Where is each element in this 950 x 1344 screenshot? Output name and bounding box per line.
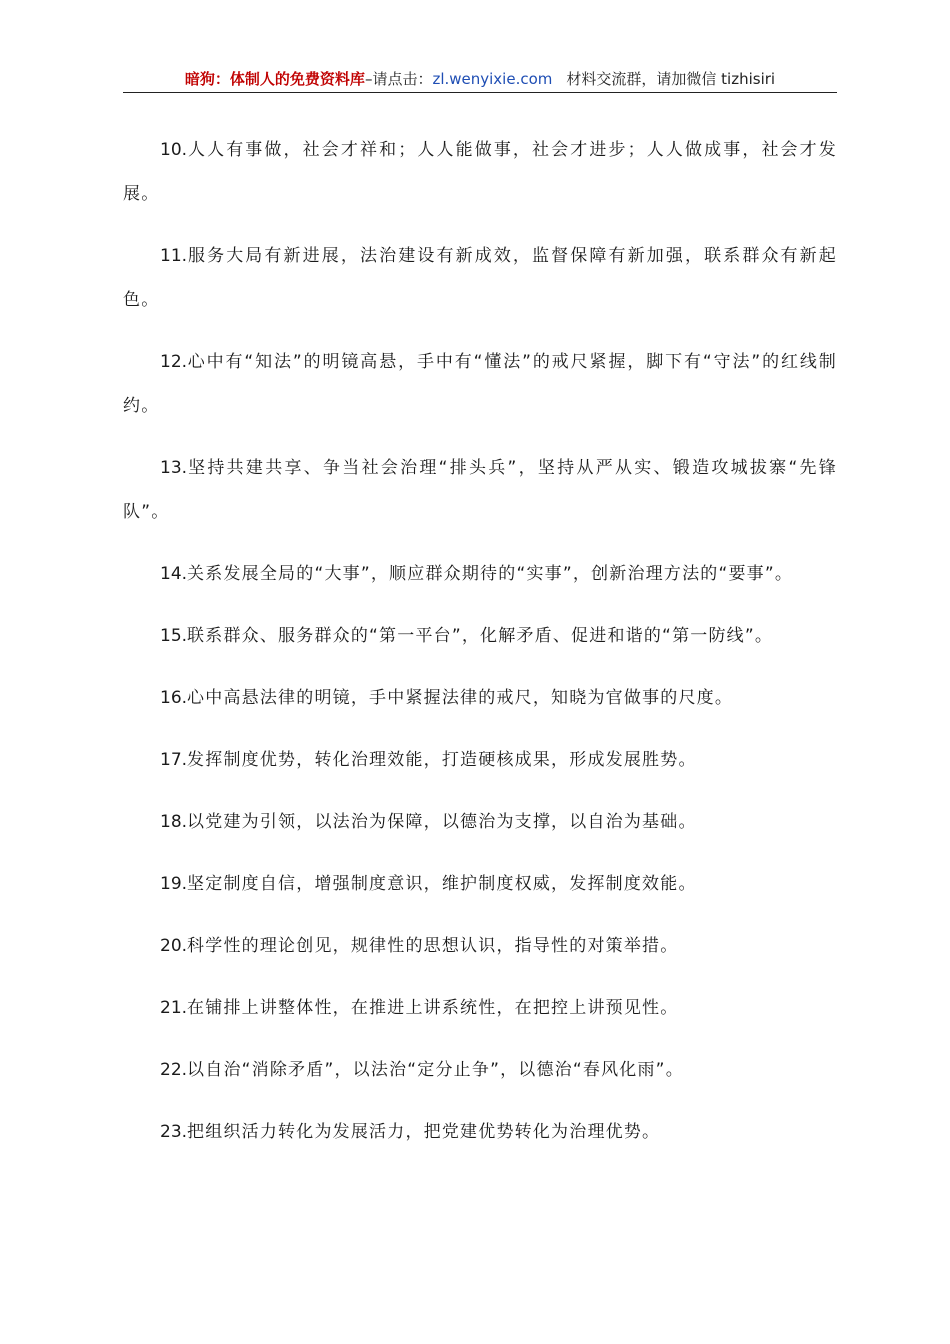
header-brand: 暗狗：体制人的免费资料库 — [184, 70, 365, 88]
list-item — [123, 234, 837, 322]
list-item — [123, 676, 837, 720]
item-number: 20. — [160, 936, 188, 956]
item-number: 23. — [160, 1122, 188, 1142]
list-item — [123, 986, 837, 1030]
item-text: 科学性的理论创见，规律性的思想认识，指导性的对策举措。 — [187, 936, 679, 956]
item-text: 关系发展全局的“大事”，顺应群众期待的“实事”，创新治理方法的“要事”。 — [187, 564, 794, 584]
list-item — [123, 1048, 837, 1092]
item-text: 坚定制度自信，增强制度意识，维护制度权威，发挥制度效能。 — [187, 874, 697, 894]
item-number: 19. — [160, 874, 188, 894]
item-text: 人人有事做，社会才祥和；人人能做事，社会才进步；人人做成事，社会才发展。 — [123, 140, 837, 204]
item-text: 联系群众、服务群众的“第一平台”，化解矛盾、促进和谐的“第一防线”。 — [187, 626, 774, 646]
list-item — [123, 1110, 837, 1154]
item-number: 13. — [160, 458, 188, 478]
item-text: 服务大局有新进展，法治建设有新成效，监督保障有新加强，联系群众有新起色。 — [123, 246, 837, 310]
item-text: 坚持共建共享、争当社会治理“排头兵”，坚持从严从实、锻造攻城拔寨“先锋队”。 — [123, 458, 837, 522]
header-contact: 材料交流群，请加微信 tizhisiri — [566, 70, 776, 88]
list-item — [123, 614, 837, 658]
item-number: 16. — [160, 688, 188, 708]
item-text: 心中高悬法律的明镜，手中紧握法律的戒尺，知晓为官做事的尺度。 — [187, 688, 734, 708]
item-text: 发挥制度优势，转化治理效能，打造硬核成果，形成发展胜势。 — [187, 750, 697, 770]
list-item — [123, 738, 837, 782]
item-number: 12. — [160, 352, 188, 372]
header-prompt: –请点击： — [364, 70, 433, 88]
list-item — [123, 800, 837, 844]
list-item — [123, 340, 837, 428]
item-number: 15. — [160, 626, 188, 646]
item-number: 18. — [160, 812, 188, 832]
item-text: 在铺排上讲整体性，在推进上讲系统性，在把控上讲预见性。 — [187, 998, 679, 1018]
page-header — [123, 66, 837, 93]
list-item — [123, 924, 837, 968]
item-number: 17. — [160, 750, 188, 770]
item-text: 把组织活力转化为发展活力，把党建优势转化为治理优势。 — [187, 1122, 661, 1142]
list-item — [123, 552, 837, 596]
item-text: 以自治“消除矛盾”，以法治“定分止争”，以德治“春风化雨”。 — [187, 1060, 684, 1080]
item-number: 11. — [160, 246, 188, 266]
item-number: 22. — [160, 1060, 188, 1080]
document-body — [123, 128, 837, 1172]
item-number: 10. — [160, 140, 188, 160]
item-number: 21. — [160, 998, 188, 1018]
header-link[interactable]: zl.wenyixie.com — [432, 70, 553, 88]
item-text: 心中有“知法”的明镜高悬，手中有“懂法”的戒尺紧握，脚下有“守法”的红线制约。 — [123, 352, 837, 416]
list-item — [123, 862, 837, 906]
list-item — [123, 446, 837, 534]
item-number: 14. — [160, 564, 188, 584]
item-text: 以党建为引领，以法治为保障，以德治为支撑，以自治为基础。 — [187, 812, 697, 832]
list-item — [123, 128, 837, 216]
